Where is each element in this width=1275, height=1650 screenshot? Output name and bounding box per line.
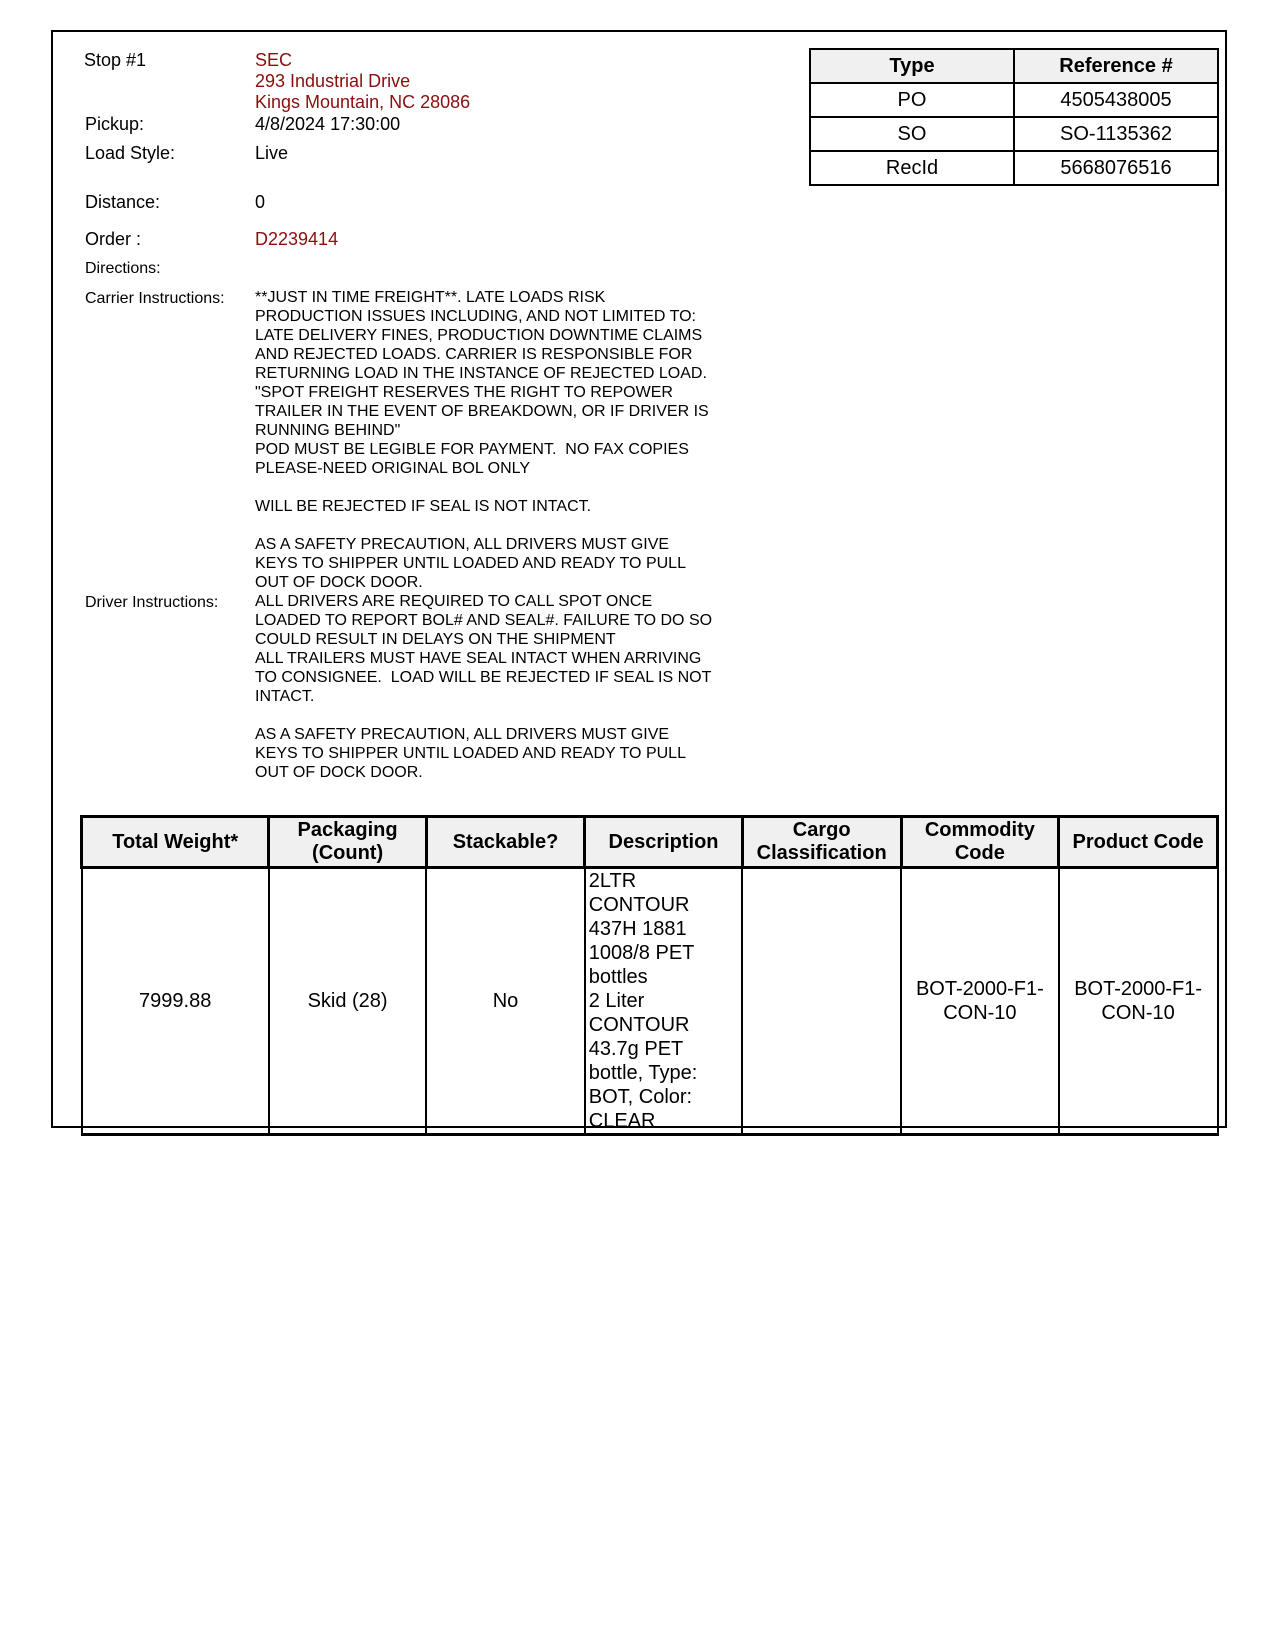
pickup-value: 4/8/2024 17:30:00 — [255, 114, 401, 134]
carrier-instructions-text: **JUST IN TIME FREIGHT**. LATE LOADS RISK PRODUCTION ISSUES INCLUDING, AND NOT LIMITED TO: LATE DELIVERY FINES, PRODUCTION DOWNTIME CLAIMS AND REJECTED LOADS. CARRIER IS RESPONSIBLE FOR RETURNING LOAD IN THE INSTANCE OF REJECTED LOAD. "SPOT FREIGHT RESERVES THE RIGHT TO REPOWER TRAILER IN THE EVENT OF BREAKDOWN, OR IF DRIVER IS RUNNING BEHIND" POD MUST BE LEGIBLE FOR PAYMENT. NO FAX COPIES PLEASE-NEED ORIGINAL BOL ONLY WILL BE REJECTED IF SEAL IS NOT INTACT. AS A SAFETY PRECAUTION, ALL DRIVERS MUST GIVE KEYS TO SHIPPER UNTIL LOADED AND READY TO PULL OUT OF DOCK DOOR. — [255, 289, 709, 591]
cargo-classification-cell — [742, 868, 901, 1135]
distance-label: Distance: — [85, 192, 161, 212]
pickup-label: Pickup: — [85, 114, 145, 134]
ref-type-cell: SO — [810, 117, 1014, 151]
reference-row — [810, 117, 1218, 151]
table-row — [82, 868, 1218, 1135]
stop-name: SEC — [255, 50, 293, 70]
order-label: Order : — [85, 229, 142, 249]
header-product-code: Product Code — [1059, 817, 1218, 868]
carrier-instructions-label: Carrier Instructions: — [85, 290, 225, 307]
ref-header-type: Type — [810, 49, 1014, 83]
stop-label: Stop #1 — [84, 50, 147, 70]
header-total-weight: Total Weight* — [82, 817, 269, 868]
reference-row — [810, 83, 1218, 117]
load-style-label: Load Style: — [85, 143, 176, 163]
order-value: D2239414 — [255, 229, 339, 249]
reference-table-header — [810, 49, 1218, 83]
reference-row — [810, 151, 1218, 185]
header-cargo-classification: Cargo Classification — [742, 817, 901, 868]
packaging-cell: Skid (28) — [269, 868, 426, 1135]
total-weight-cell: 7999.88 — [82, 868, 269, 1135]
ref-header-reference: Reference # — [1014, 49, 1218, 83]
directions-label: Directions: — [85, 260, 161, 277]
stop-address-line2: Kings Mountain, NC 28086 — [255, 92, 471, 112]
distance-value: 0 — [255, 192, 266, 212]
header-commodity-code: Commodity Code — [901, 817, 1059, 868]
items-table-header — [82, 817, 1218, 868]
driver-instructions-text: ALL DRIVERS ARE REQUIRED TO CALL SPOT ONCE LOADED TO REPORT BOL# AND SEAL#. FAILURE TO DO SO COULD RESULT IN DELAYS ON THE SHIPMENT ALL TRAILERS MUST HAVE SEAL INTACT WHEN ARRIVING TO CONSIGNEE. LOAD WILL BE REJECTED IF SEAL IS NOT INTACT. AS A SAFETY PRECAUTION, ALL DRIVERS MUST GIVE KEYS TO SHIPPER UNTIL LOADED AND READY TO PULL OUT OF DOCK DOOR. — [255, 593, 713, 781]
ref-number-cell: 5668076516 — [1014, 151, 1218, 185]
header-description: Description — [585, 817, 743, 868]
reference-table — [809, 48, 1219, 186]
ref-number-cell: 4505438005 — [1014, 83, 1218, 117]
header-stackable: Stackable? — [426, 817, 584, 868]
commodity-code-cell: BOT-2000-F1- CON-10 — [901, 868, 1059, 1135]
ref-type-cell: RecId — [810, 151, 1014, 185]
product-code-cell: BOT-2000-F1- CON-10 — [1059, 868, 1218, 1135]
items-table — [80, 815, 1219, 1136]
load-style-value: Live — [255, 143, 289, 163]
stackable-cell: No — [426, 868, 584, 1135]
ref-type-cell: PO — [810, 83, 1014, 117]
description-cell: 2LTR CONTOUR 437H 1881 1008/8 PET bottles 2 Liter CONTOUR 43.7g PET bottle, Type: BOT, Color: CLEAR — [585, 868, 743, 1135]
ref-number-cell: SO-1135362 — [1014, 117, 1218, 151]
header-packaging: Packaging (Count) — [269, 817, 426, 868]
stop-address-line1: 293 Industrial Drive — [255, 71, 411, 91]
driver-instructions-label: Driver Instructions: — [85, 594, 219, 611]
